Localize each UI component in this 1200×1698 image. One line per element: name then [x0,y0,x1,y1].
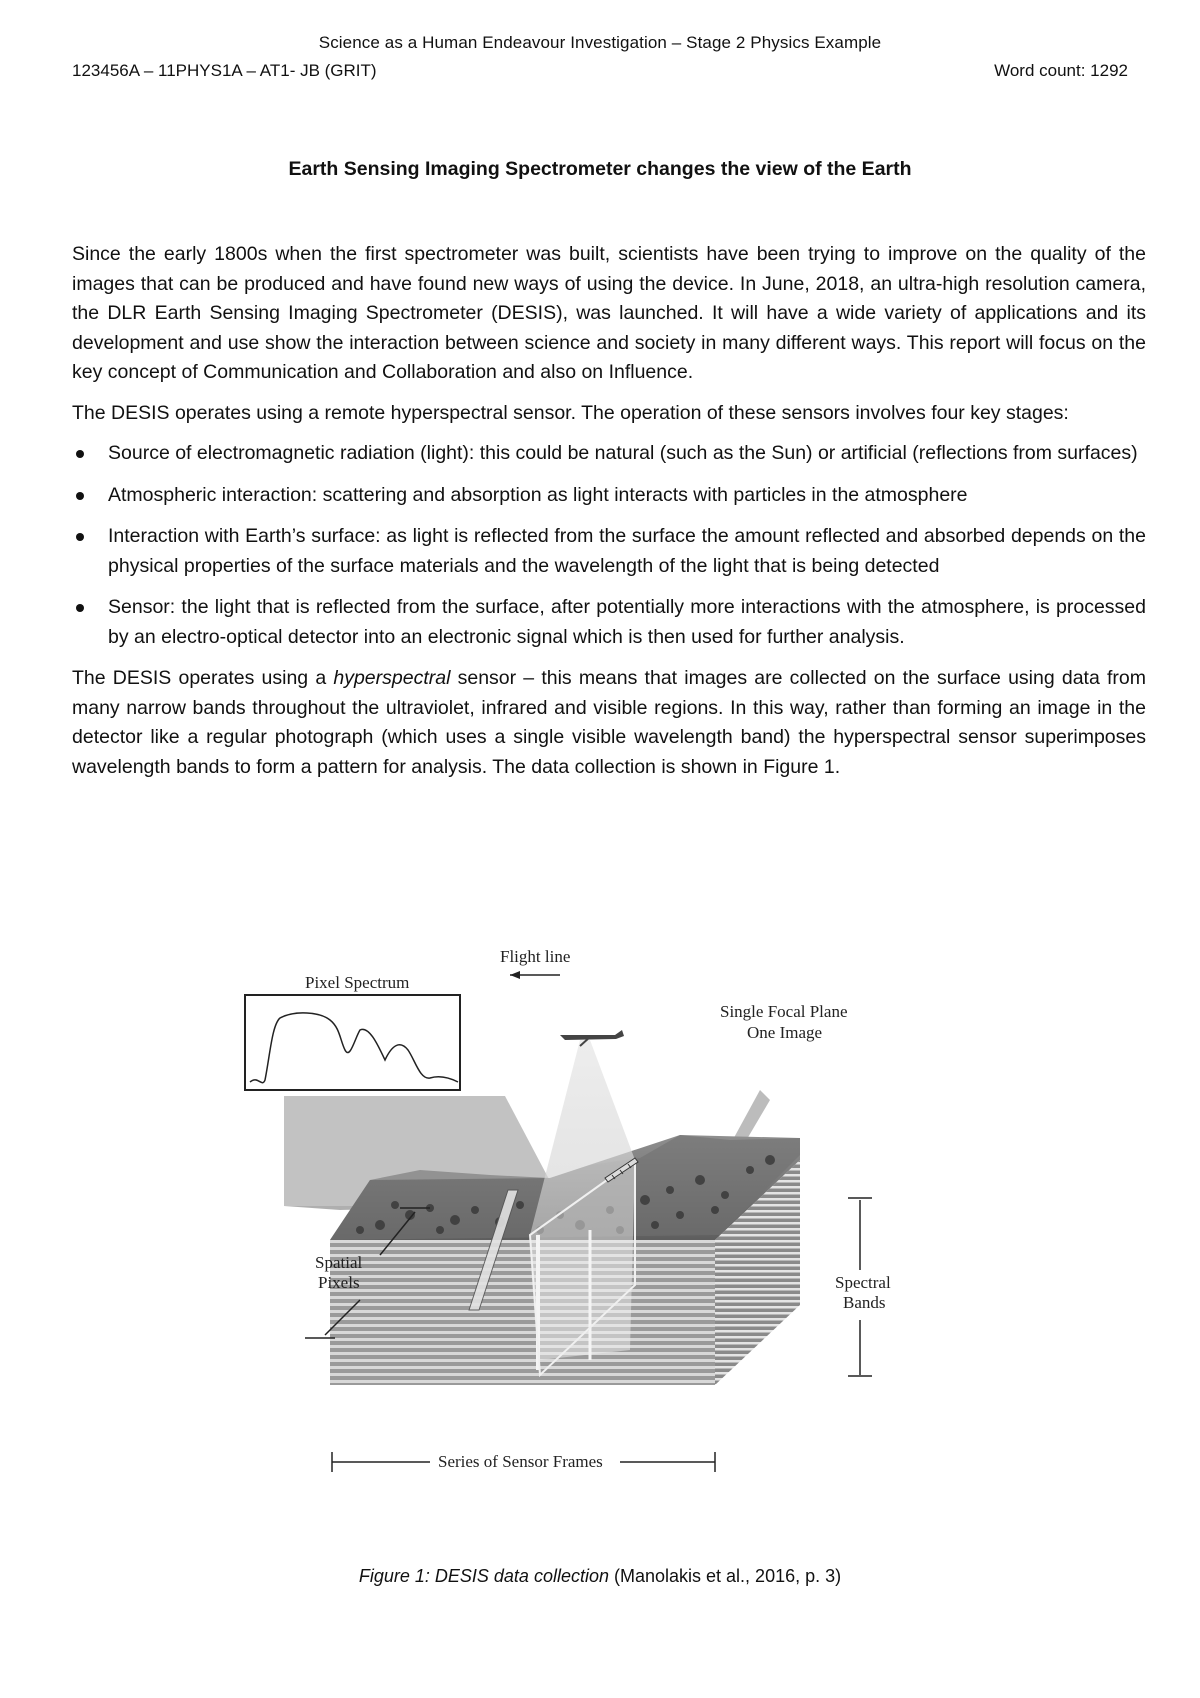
hyperspectral-cube-diagram [260,947,940,1560]
pixel-spectrum-box [245,995,460,1090]
list-item [72,593,1146,652]
list-item [72,522,1146,581]
label-pixels: Pixels [318,1273,360,1292]
hyperspectral-paragraph: The DESIS operates using a hyperspectral sensor – this means that images are collected on the surface using data from many narrow bands throughout the ultraviolet, infrared and visible regions. In this way, rather than forming an image in the detector like a regular photograph (which uses a single visible wavelength band) the hyperspectral sensor superimposes wavelength bands to form a pattern for analysis. The data collection is shown in Figure 1. [72,667,1146,778]
header-student-id: 123456A – 11PHYS1A – AT1- JB (GRIT) [72,61,377,80]
intro-paragraph: Since the early 1800s when the first spectrometer was built, scientists have been trying to improve on the quality of the images that can be produced and have found new ways of using the device. In June, 2018, an ultra-high resolution camera, the DLR Earth Sensing Imaging Spectrometer (DESIS), was launched. It will have a wide variety of applications and its development and use show the interaction between science and society in many different ways. This report will focus on the key concept of Communication and Collaboration and also on Influence. [72,243,1146,383]
label-pixel-spectrum: Pixel Spectrum [305,973,410,992]
aircraft-icon [560,1030,624,1046]
document-title: Earth Sensing Imaging Spectrometer changes the view of the Earth [288,158,912,180]
bullet-icon [76,604,84,612]
label-bands: Bands [843,1293,886,1312]
cube-front-face [330,1240,715,1385]
caption-label: Figure 1: DESIS data collection [358,1566,609,1586]
bullet-icon [76,492,84,500]
document-body [72,240,1146,793]
label-spatial: Spatial [315,1253,363,1272]
list-item-text: Interaction with Earth’s surface: as light is reflected from the surface the amount reflected and absorbed depends on the physical properties of the surface materials and the wavelength of the light that is being detected [108,525,1146,577]
list-item-text: Source of electromagnetic radiation (light): this could be natural (such as the Sun) or artificial (reflections from surfaces) [108,442,1138,464]
header-course-title: Science as a Human Endeavour Investigation – Stage 2 Physics Example [318,33,882,52]
bullet-icon [76,450,84,458]
sensor-paragraph: The DESIS operates using a remote hyperspectral sensor. The operation of these sensors involves four key stages: [72,401,1069,424]
label-flight-line: Flight line [500,947,571,966]
label-spectral: Spectral [835,1273,891,1292]
label-one-image: One Image [747,1023,823,1042]
diagram-content [245,947,891,1472]
list-item-text: Sensor: the light that is reflected from the surface, after potentially more interactions with the atmosphere, is processed by an electro-optical detector into an electronic signal which is then used for further analysis. [108,596,1146,648]
label-focal-plane: Single Focal Plane [720,1002,848,1021]
label-series-frames: Series of Sensor Frames [438,1452,603,1471]
flight-arrow-head [510,971,520,979]
bullet-icon [76,533,84,541]
figure-desis-diagram [260,947,940,1560]
stages-list [72,439,1146,652]
list-item [72,481,1146,511]
header-word-count: Word count: 1292 [994,61,1128,80]
list-item-text: Atmospheric interaction: scattering and absorption as light interacts with particles in the atmosphere [108,483,968,506]
caption-citation: (Manolakis et al., 2016, p. 3) [609,1566,842,1586]
list-item [72,439,1146,469]
figure-caption [0,1566,1200,1587]
